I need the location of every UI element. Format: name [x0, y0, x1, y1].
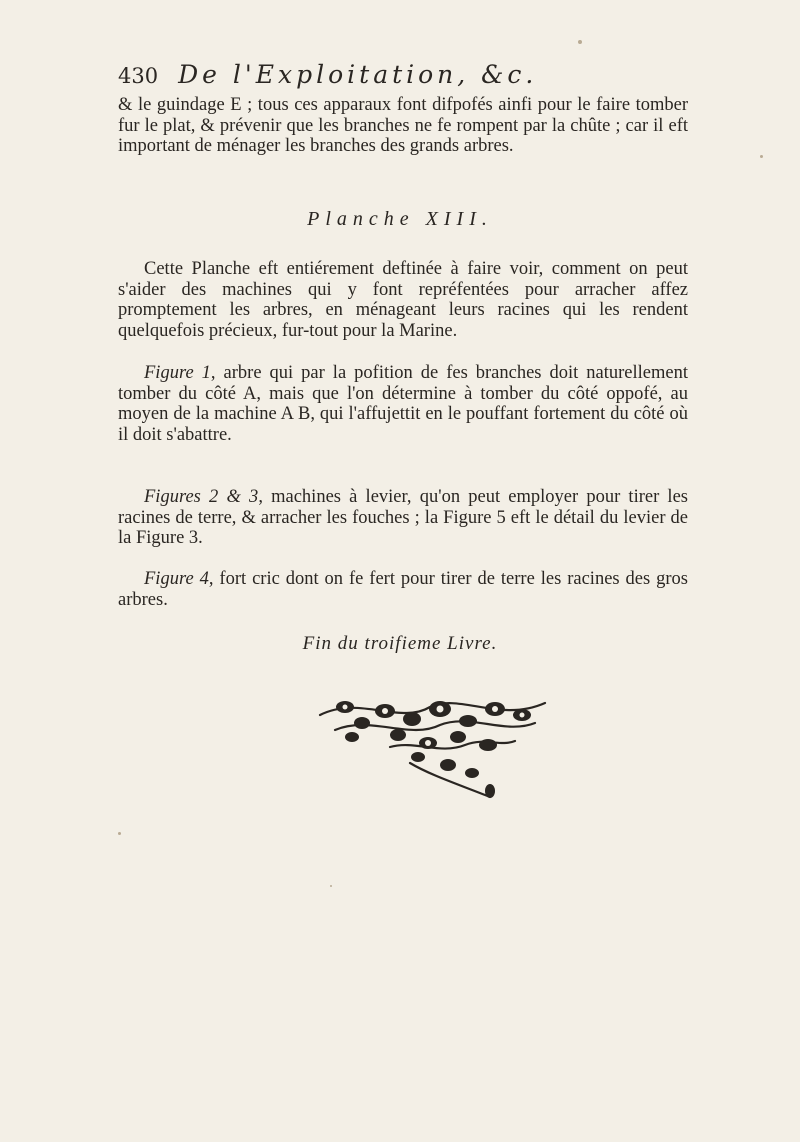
- figure-label: Figure 4: [144, 569, 209, 589]
- paper-speck: [118, 832, 121, 835]
- paper-speck: [760, 155, 763, 158]
- running-title: De l'Exploitation, &c.: [178, 60, 538, 89]
- paragraph-continuation: & le guindage E ; tous ces apparaux font difpofés ainfi pour le faire tomber fur le plat, & prévenir que les branches ne fe rompent par la chûte ; car il eft important de ménager les branches des grands arbres.: [118, 95, 688, 156]
- page-number: 430: [118, 64, 159, 88]
- paragraph-figure-1: [118, 363, 688, 445]
- plate-heading: [0, 208, 800, 231]
- end-of-book-note: [0, 633, 800, 655]
- paragraph-figures-2-3: [118, 487, 688, 549]
- figure-description: , fort cric dont on fe fert pour tirer de terre les racines des gros arbres.: [118, 569, 688, 610]
- figure-label: Figure 1: [144, 363, 211, 383]
- paragraph-plate-intro: Cette Planche eft entiérement deftinée à faire voir, comment on peut s'aider des machines qui y font repréfentées pour arracher affez promptement les arbres, en ménageant leurs racines qui les rendent quelquefois précieux, fur-tout pour la Marine.: [118, 259, 688, 341]
- paper-speck: [578, 40, 582, 44]
- figure-label: Figures 2 & 3: [144, 487, 259, 507]
- page-header: [118, 60, 718, 100]
- figure-description: , arbre qui par la pofition de fes branches doit naturellement tomber du côté A, mais que l'on détermine à tomber du côté oppofé, au moyen de la machine A B, qui l'affujettit en le pouffant fortement du côté où il doit s'abattre.: [118, 363, 688, 445]
- floral-vignette-icon: [300, 685, 560, 805]
- paragraph-figure-4: [118, 569, 688, 610]
- paper-speck: [330, 885, 332, 887]
- figure-description: , machines à levier, qu'on peut employer pour tirer les racines de terre, & arracher les fouches ; la Figure 5 eft le détail du levier de la Figure 3.: [118, 487, 688, 548]
- plate-heading-text: Planche XIII.: [307, 208, 493, 230]
- end-of-book-text: Fin du troifieme Livre.: [302, 633, 498, 654]
